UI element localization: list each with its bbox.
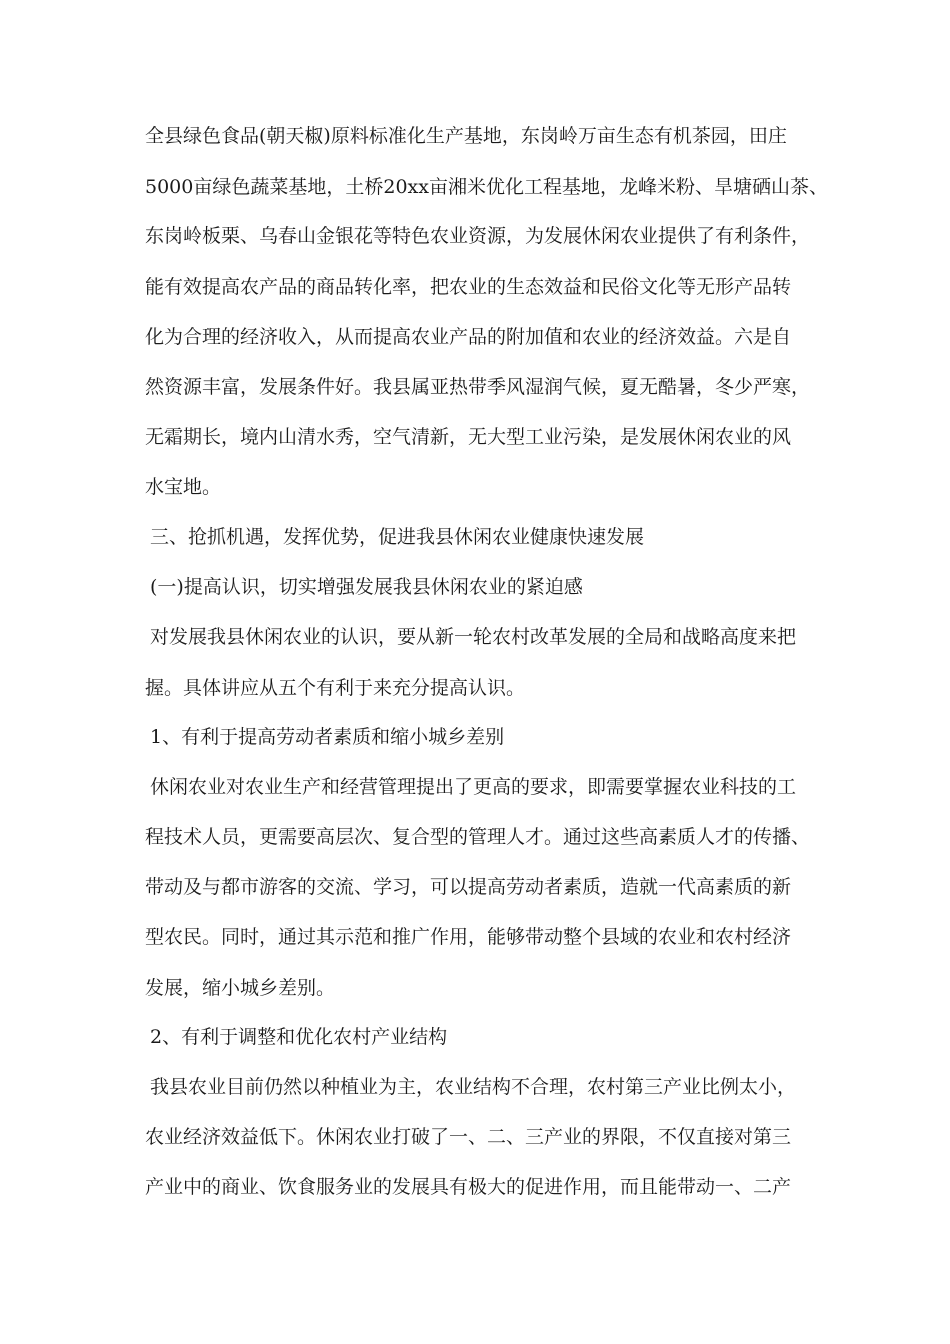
text-line: 程技术人员，更需要高层次、复合型的管理人才。通过这些高素质人才的传播、 — [145, 826, 811, 848]
text-line: 东岗岭板栗、乌春山金银花等特色农业资源，为发展休闲农业提供了有利条件， — [145, 225, 811, 247]
text-line: 产业中的商业、饮食服务业的发展具有极大的促进作用，而且能带动一、二产 — [145, 1176, 792, 1198]
text-line: 农业经济效益低下。休闲农业打破了一、二、三产业的界限，不仅直接对第三 — [145, 1126, 792, 1148]
section-heading: 三、抢抓机遇，发挥优势，促进我县休闲农业健康快速发展 — [150, 526, 645, 548]
text-line: 然资源丰富，发展条件好。我县属亚热带季风湿润气候，夏无酷暑，冬少严寒， — [145, 376, 811, 398]
text-line: 全县绿色食品(朝天椒)原料标准化生产基地，东岗岭万亩生态有机茶园，田庄 — [145, 125, 787, 147]
text-line: 能有效提高农产品的商品转化率，把农业的生态效益和民俗文化等无形产品转 — [145, 276, 792, 298]
text-line: 化为合理的经济收入，从而提高农业产品的附加值和农业的经济效益。六是自 — [145, 326, 792, 348]
text-line: 对发展我县休闲农业的认识，要从新一轮农村改革发展的全局和战略高度来把 — [150, 626, 797, 648]
text-line: 休闲农业对农业生产和经营管理提出了更高的要求，即需要掌握农业科技的工 — [150, 776, 797, 798]
item-heading: 1、有利于提高劳动者素质和缩小城乡差别 — [150, 726, 505, 748]
subsection-heading: (一)提高认识，切实增强发展我县休闲农业的紧迫感 — [150, 576, 583, 598]
text-line: 我县农业目前仍然以种植业为主，农业结构不合理，农村第三产业比例太小， — [150, 1076, 797, 1098]
text-line: 无霜期长，境内山清水秀，空气清新，无大型工业污染，是发展休闲农业的风 — [145, 426, 792, 448]
item-heading: 2、有利于调整和优化农村产业结构 — [150, 1026, 448, 1048]
text-line: 型农民。同时，通过其示范和推广作用，能够带动整个县域的农业和农村经济 — [145, 926, 792, 948]
text-line: 5000亩绿色蔬菜基地，土桥20xx亩湘米优化工程基地，龙峰米粉、旱塘硒山茶、 — [145, 176, 828, 198]
text-line: 握。具体讲应从五个有利于来充分提高认识。 — [145, 677, 526, 699]
text-line: 水宝地。 — [145, 476, 222, 498]
text-line: 发展，缩小城乡差别。 — [145, 977, 336, 999]
text-line: 带动及与都市游客的交流、学习，可以提高劳动者素质，造就一代高素质的新 — [145, 876, 792, 898]
